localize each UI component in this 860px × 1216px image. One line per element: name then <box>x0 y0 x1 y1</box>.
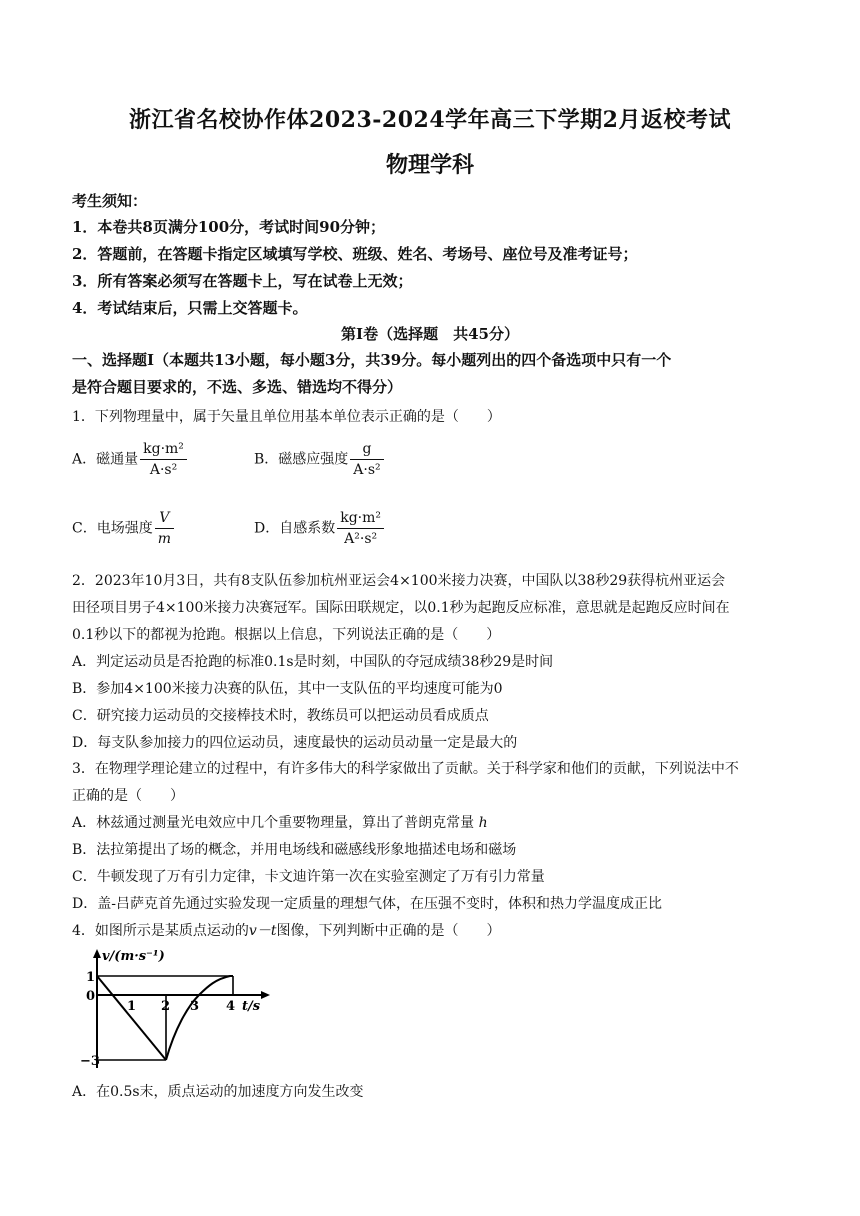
denominator: A·s² <box>353 462 381 478</box>
q1-option-d <box>254 510 384 547</box>
q4-stem <box>72 920 500 940</box>
denominator: A·s² <box>149 462 178 478</box>
part-heading: 第Ⅰ卷（选择题 共45分） <box>341 325 519 343</box>
denominator: A²·s² <box>344 531 378 547</box>
velocity-line <box>97 976 166 1060</box>
q3-stem-cont: 正确的是（ ） <box>72 788 184 804</box>
q2-option-b: B．参加4×100米接力决赛的队伍，其中一支队伍的平均速度可能为0 <box>72 681 503 697</box>
option-label: C．电场强度 <box>72 520 153 537</box>
section-heading-cont: 是符合题目要求的，不选、多选、错选均不得分） <box>72 378 403 396</box>
fraction <box>337 510 384 547</box>
q3-option-b: B．法拉第提出了场的概念，并用电场线和磁感线形象地描述电场和磁场 <box>72 842 517 858</box>
q4-option-a: A．在0.5s末，质点运动的加速度方向发生改变 <box>72 1084 364 1100</box>
y-tick: 0 <box>86 989 96 1004</box>
vt-graph <box>80 946 280 1076</box>
notice-item: 4．考试结束后，只需上交答题卡。 <box>72 299 308 317</box>
stem-text: 图像，下列判断中正确的是（ ） <box>276 923 501 939</box>
notice-item: 2．答题前，在答题卡指定区域填写学校、班级、姓名、考场号、座位号及准考证号； <box>72 245 638 263</box>
notice-item: 3．所有答案必须写在答题卡上，写在试卷上无效； <box>72 272 413 290</box>
x-tick: 1 <box>127 999 137 1014</box>
x-axis-arrow <box>261 991 270 999</box>
x-axis-label: t/s <box>242 999 261 1014</box>
notice-heading: 考生须知： <box>72 192 148 210</box>
q2-stem: 2．2023年10月3日，共有8支队伍参加杭州亚运会4×100米接力决赛，中国队以38秒29获得杭州亚运会 <box>72 573 726 589</box>
q2-option-d: D．每支队参加接力的四位运动员，速度最快的运动员动量一定是最大的 <box>72 735 518 751</box>
notice-item: 1．本卷共8页满分100分，考试时间90分钟； <box>72 218 386 236</box>
q2-option-a: A．判定运动员是否抢跑的标准0.1s是时刻，中国队的夺冠成绩38秒29是时间 <box>72 654 554 670</box>
q1-option-c <box>72 510 174 547</box>
y-axis-label: v/(m·s⁻¹) <box>102 949 165 964</box>
q1-option-a <box>72 441 187 478</box>
q3-option-c: C．牛顿发现了万有引力定律，卡文迪许第一次在实验室测定了万有引力常量 <box>72 869 545 885</box>
y-tick: 1 <box>86 970 96 985</box>
y-axis-arrow <box>93 949 101 958</box>
q1-stem: 1．下列物理量中，属于矢量且单位用基本单位表示正确的是（ ） <box>72 409 501 425</box>
numerator: kg·m² <box>140 441 187 460</box>
q3-stem: 3．在物理学理论建立的过程中，有许多伟大的科学家做出了贡献。关于科学家和他们的贡献，下列说法中不 <box>72 761 739 777</box>
fraction <box>140 441 187 478</box>
numerator: g <box>350 441 383 460</box>
y-tick: −3 <box>80 1054 100 1069</box>
stem-text: 4．如图所示是某质点运动的 <box>72 923 249 939</box>
option-label: D．自感系数 <box>254 520 336 537</box>
subject-title: 物理学科 <box>385 152 474 178</box>
exam-title: 浙江省名校协作体2023-2024学年高三下学期2月返校考试 <box>129 107 731 133</box>
q3-option-d: D．盖-吕萨克首先通过实验发现一定质量的理想气体，在压强不变时，体积和热力学温度成正比 <box>72 896 662 912</box>
section-heading: 一、选择题Ⅰ（本题共13小题，每小题3分，共39分。每小题列出的四个备选项中只有一个 <box>72 351 672 369</box>
q3-option-a <box>72 812 488 832</box>
x-tick: 2 <box>161 999 171 1014</box>
x-tick: 3 <box>190 999 200 1014</box>
option-label: A．磁通量 <box>72 451 139 468</box>
numerator: V <box>155 510 174 529</box>
q2-stem-cont: 田径项目男子4×100米接力决赛冠军。国际田联规定，以0.1秒为起跑反应标准，意思就是起跑反应时间在 <box>72 600 730 616</box>
option-text: A．林兹通过测量光电效应中几个重要物理量，算出了普朗克常量 <box>72 815 475 831</box>
fraction <box>155 510 174 547</box>
planck-symbol: h <box>478 815 488 831</box>
q2-stem-cont: 0.1秒以下的都视为抢跑。根据以上信息，下列说法正确的是（ ） <box>72 627 501 643</box>
velocity-curve <box>166 976 236 1060</box>
numerator: kg·m² <box>337 510 384 529</box>
fraction <box>350 441 383 478</box>
vt-symbol: v－t <box>248 923 277 939</box>
q1-option-b <box>254 441 384 478</box>
x-tick: 4 <box>226 999 236 1014</box>
denominator: m <box>157 531 171 547</box>
option-label: B．磁感应强度 <box>254 451 349 468</box>
q2-option-c: C．研究接力运动员的交接棒技术时，教练员可以把运动员看成质点 <box>72 708 489 724</box>
